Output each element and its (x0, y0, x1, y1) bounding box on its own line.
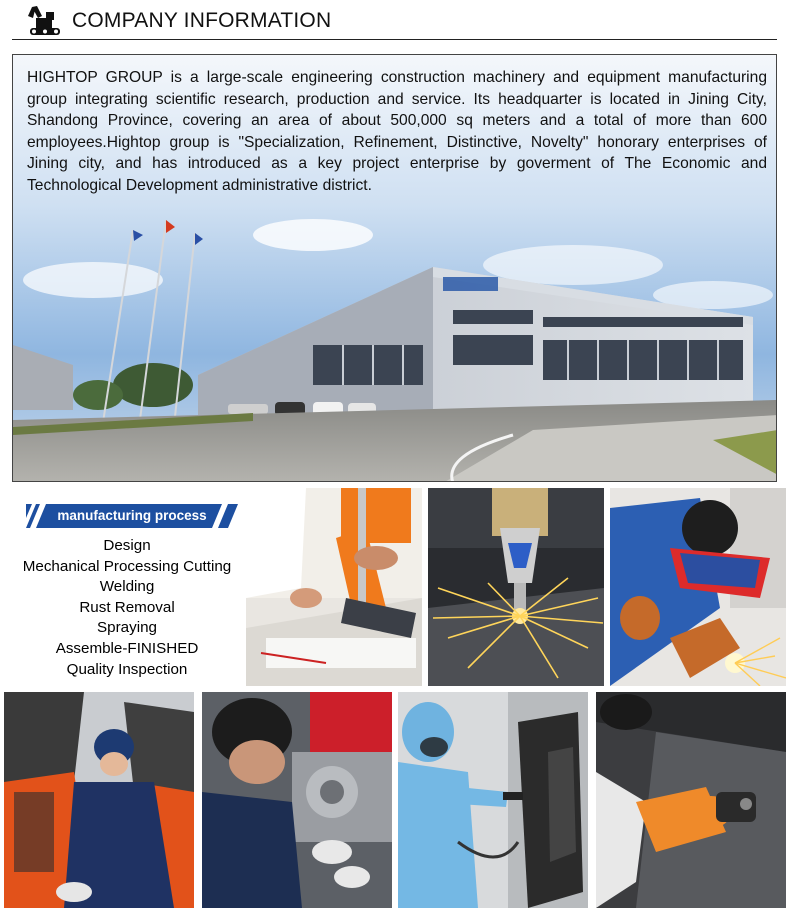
step-rust-removal: Rust Removal (79, 598, 175, 616)
step-assemble: Assemble-FINISHED (55, 639, 199, 657)
process-steps (6, 536, 248, 680)
step-welding: Welding (99, 578, 155, 596)
page-title: COMPANY INFORMATION (72, 9, 332, 32)
step-design: Design (103, 537, 151, 554)
welding-photo (610, 488, 786, 686)
step-cutting: Mechanical Processing Cutting (22, 557, 232, 575)
factory-hero (12, 54, 777, 482)
excavator-icon (28, 4, 64, 38)
spraying-photo (398, 692, 588, 908)
company-intro: HIGHTOP GROUP is a large-scale engineering construction machinery and equipment manufacturing group integrating scientific research, production and service. Its headquarter is located in Jining City, Shandong Province, covering an area of about 500,000 sq meters and a total of more than 600 employees.Hightop group is "Specialization, Refinement, Distinctive, Novelty" honorary enterprises of Jining city, and has introduced as a key project enterprise by goverment of The Economic and Technological Development administrative district. (27, 69, 767, 194)
header-divider (12, 39, 777, 40)
rust-removal-photo (4, 692, 194, 908)
quality-inspection-photo (596, 692, 786, 908)
step-spraying: Spraying (97, 619, 157, 637)
process-banner-label: manufacturing process (57, 508, 207, 523)
laser-cutting-photo (428, 488, 604, 686)
step-quality-inspection: Quality Inspection (66, 660, 188, 678)
assembly-photo (202, 692, 392, 908)
design-photo (246, 488, 422, 686)
